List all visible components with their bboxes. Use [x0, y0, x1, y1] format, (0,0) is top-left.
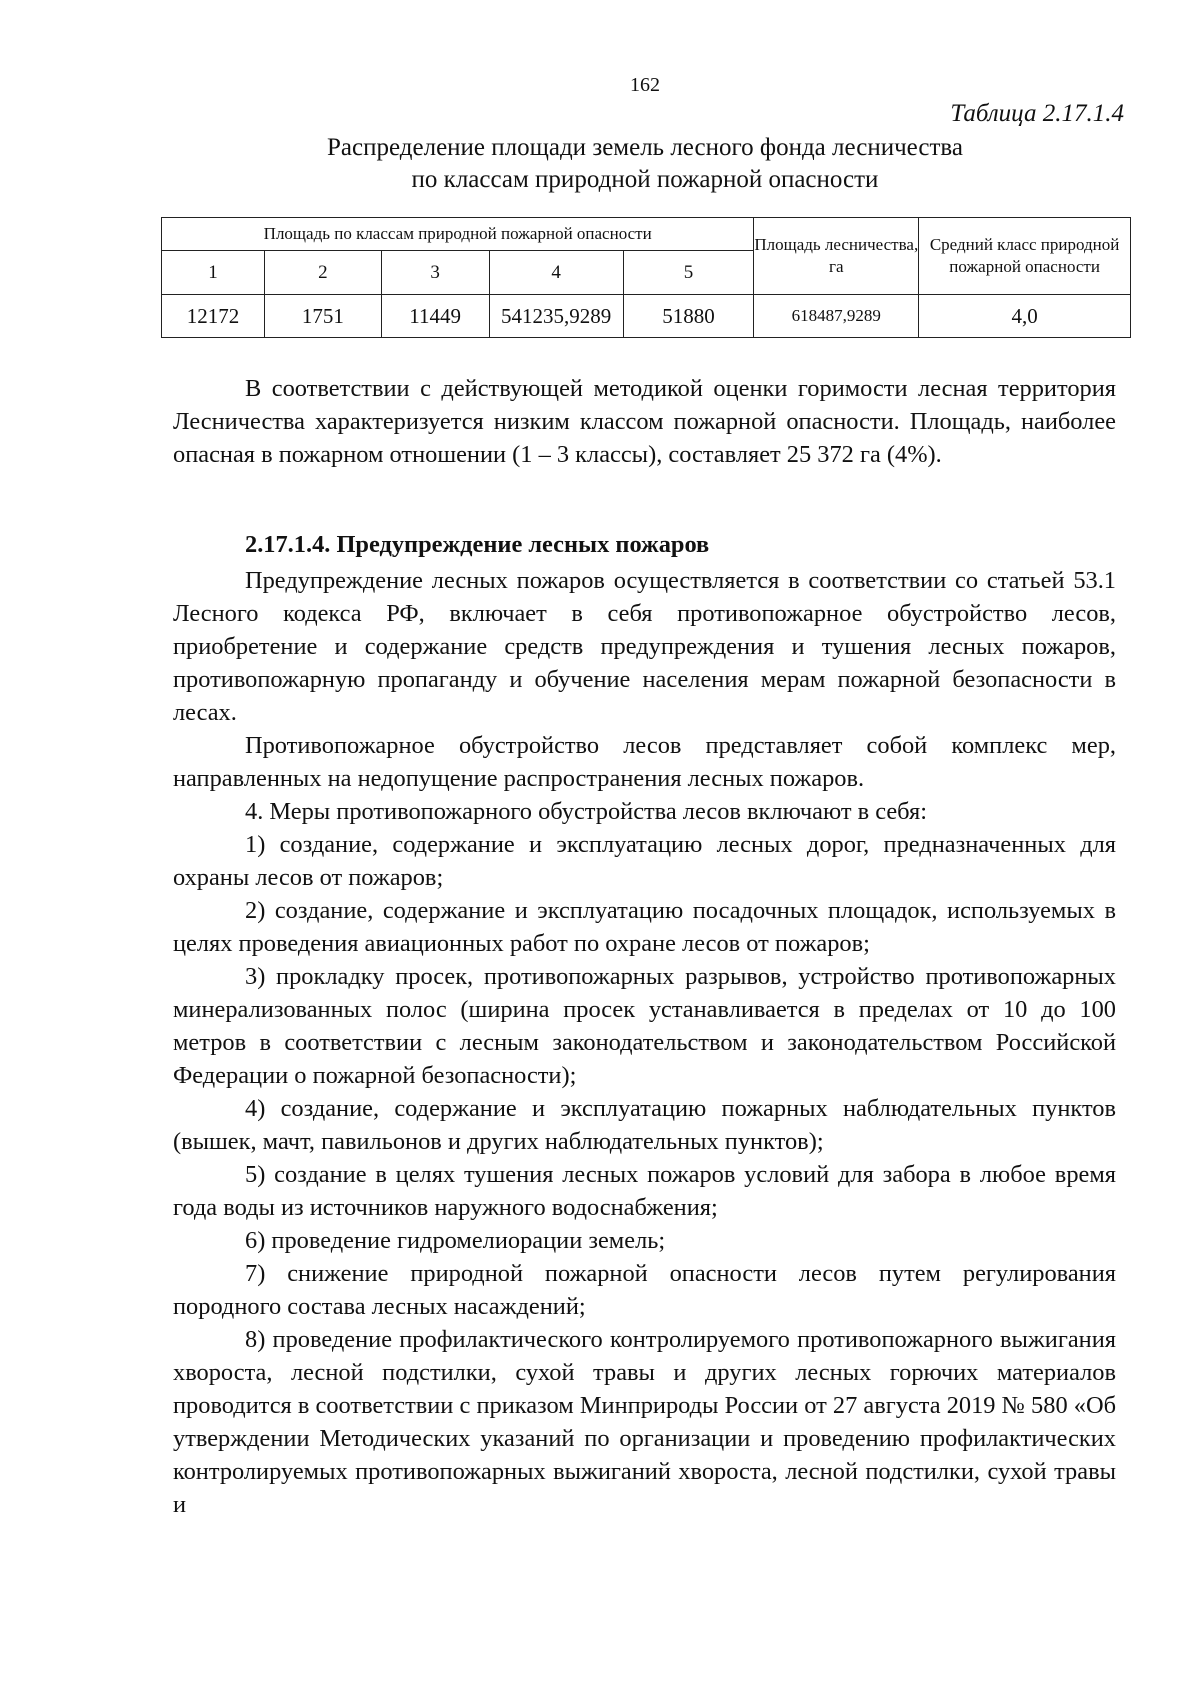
avg-class-header-cell: Средний класс природной пожарной опасности: [919, 218, 1131, 295]
class-number-cell: 2: [264, 251, 381, 295]
class-number-cell: 3: [381, 251, 489, 295]
page-number: 162: [630, 74, 660, 96]
list-item: 5) создание в целях тушения лесных пожаров условий для забора в любое время года воды из источников наружного водоснабжения;: [173, 1161, 1116, 1221]
class-number-cell: 4: [489, 251, 623, 295]
avg-class-value-cell: 4,0: [919, 295, 1131, 338]
area-header-cell: Площадь лесничества, га: [754, 218, 919, 295]
table-title-line-1: Распределение площади земель лесного фонда лесничества: [327, 134, 963, 161]
section-heading: 2.17.1.4. Предупреждение лесных пожаров: [245, 531, 710, 558]
class-value-cell: 1751: [264, 295, 381, 338]
table-header-row: [162, 218, 1131, 251]
fire-danger-table: [161, 217, 1131, 338]
list-item: 4) создание, содержание и эксплуатацию пожарных наблюдательных пунктов (вышек, мачт, павильонов и других наблюдательных пунктов);: [173, 1095, 1116, 1155]
list-item: 2) создание, содержание и эксплуатацию посадочных площадок, используемых в целях проведения авиационных работ по охране лесов от пожаров;: [173, 897, 1116, 957]
table-label: Таблица 2.17.1.4: [950, 100, 1124, 127]
class-value-cell: 51880: [623, 295, 754, 338]
table-title: [150, 132, 1140, 196]
class-number-cell: 5: [623, 251, 754, 295]
list-item: 8) проведение профилактического контролируемого противопожарного выжигания хвороста, лесной подстилки, сухой травы и других лесных горючих материалов проводится в соответствии с приказом Минприроды России от 27 августа 2019 № 580 «Об утверждении Методических указаний по организации и проведению профилактических контролируемых противопожарных выжиганий хвороста, лесной подстилки, сухой травы и: [173, 1326, 1116, 1518]
class-value-cell: 11449: [381, 295, 489, 338]
list-item: 1) создание, содержание и эксплуатацию лесных дорог, предназначенных для охраны лесов от пожаров;: [173, 831, 1116, 891]
intro-paragraph: В соответствии с действующей методикой оценки горимости лесная территория Лесничества характеризуется низким классом пожарной опасности. Площадь, наиболее опасная в пожарном отношении (1 – 3 классы), составляет 25 372 га (4%).: [173, 375, 1116, 468]
group-header-cell: Площадь по классам природной пожарной опасности: [162, 218, 754, 251]
body-paragraph: 4. Меры противопожарного обустройства лесов включают в себя:: [245, 798, 927, 825]
class-value-cell: 12172: [162, 295, 265, 338]
body-paragraph: Предупреждение лесных пожаров осуществляется в соответствии со статьей 53.1 Лесного кодекса РФ, включает в себя противопожарное обустройство лесов, приобретение и содержание средств предупреждения и тушения лесных пожаров, противопожарную пропаганду и обучение населения мерам пожарной безопасности в лесах.: [173, 567, 1116, 726]
area-value-cell: 618487,9289: [754, 295, 919, 338]
intro-text: [173, 372, 1116, 471]
list-item: 3) прокладку просек, противопожарных разрывов, устройство противопожарных минерализованных полос (ширина просек устанавливается в пределах от 10 до 100 метров в соответствии с лесным законодательством и законодательством Российской Федерации о пожарной безопасности);: [173, 963, 1116, 1089]
body-text: [173, 564, 1116, 1521]
table-title-line-2: по классам природной пожарной опасности: [411, 166, 879, 193]
class-number-cell: 1: [162, 251, 265, 295]
table-row: [162, 295, 1131, 338]
body-paragraph: Противопожарное обустройство лесов представляет собой комплекс мер, направленных на недопущение распространения лесных пожаров.: [173, 732, 1116, 792]
list-item: 7) снижение природной пожарной опасности лесов путем регулирования породного состава лесных насаждений;: [173, 1260, 1116, 1320]
class-value-cell: 541235,9289: [489, 295, 623, 338]
list-item: 6) проведение гидромелиорации земель;: [245, 1227, 666, 1254]
